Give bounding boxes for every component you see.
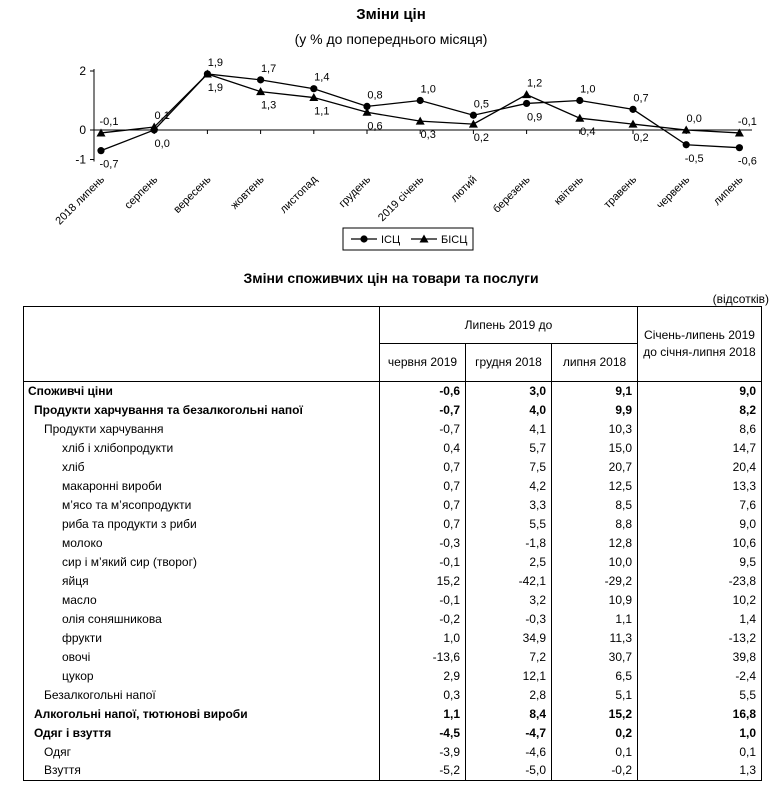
table-row (24, 420, 762, 439)
table-row (24, 477, 762, 496)
header-empty (24, 307, 380, 382)
x-tick-label: липень (711, 173, 746, 208)
row-label: олія соняшникова (24, 610, 380, 629)
row-value: 0,4 (380, 439, 466, 458)
table-row (24, 534, 762, 553)
row-value: 0,7 (380, 515, 466, 534)
row-value: 3,0 (466, 382, 552, 401)
row-value: 3,2 (466, 591, 552, 610)
table-row (24, 705, 762, 724)
data-label-isc: 0,0 (154, 138, 170, 150)
x-tick-label: грудень (336, 173, 374, 211)
x-tick-label: 2018 липень (53, 173, 108, 228)
x-tick-label: червень (654, 173, 693, 212)
data-label-bisc: 1,9 (207, 81, 224, 94)
data-label-bisc: 0,6 (367, 120, 383, 133)
row-value: 1,0 (380, 629, 466, 648)
table-title: Зміни споживчих цін на товари та послуги (243, 270, 539, 286)
row-value: 0,2 (552, 724, 638, 743)
row-label: Споживчі ціни (24, 382, 380, 401)
data-label-bisc: 1,3 (260, 99, 277, 112)
chart-title: Зміни цін (356, 6, 426, 23)
y-tick-label: 2 (79, 64, 86, 78)
data-label-bisc: 0,3 (420, 129, 436, 142)
row-value: -0,3 (380, 534, 466, 553)
row-value: -0,7 (380, 401, 466, 420)
data-point-isc (736, 144, 743, 151)
row-value: -3,9 (380, 743, 466, 762)
table-row (24, 667, 762, 686)
row-value: 10,9 (552, 591, 638, 610)
row-value: 0,1 (638, 743, 762, 762)
row-label: Одяг (24, 743, 380, 762)
data-point-isc (576, 97, 583, 104)
row-value: 20,7 (552, 458, 638, 477)
line-chart (0, 55, 782, 265)
legend-marker-isc (360, 235, 367, 242)
row-value: -5,0 (466, 762, 552, 781)
row-label: Алкогольні напої, тютюнові вироби (24, 705, 380, 724)
header-dec-2018: грудня 2018 (466, 344, 552, 382)
chart-subtitle: (у % до попереднього місяця) (294, 31, 488, 47)
row-value: 20,4 (638, 458, 762, 477)
data-label-isc: -0,5 (684, 152, 704, 165)
data-point-isc (683, 141, 690, 148)
row-label: молоко (24, 534, 380, 553)
row-value: 0,1 (552, 743, 638, 762)
row-value: 9,0 (638, 382, 762, 401)
legend-label-bisc: БІСЦ (441, 234, 468, 246)
table-row (24, 572, 762, 591)
row-value: -0,2 (552, 762, 638, 781)
data-label-bisc: 1,2 (526, 77, 543, 90)
row-value: 9,0 (638, 515, 762, 534)
data-label-bisc: 0,4 (580, 126, 596, 139)
row-value: 15,0 (552, 439, 638, 458)
row-value: 8,6 (638, 420, 762, 439)
row-value: -42,1 (466, 572, 552, 591)
row-value: 0,7 (380, 496, 466, 515)
x-tick-label: 2019 січень (376, 173, 427, 224)
row-value: 11,3 (552, 629, 638, 648)
row-label: Одяг і взуття (24, 724, 380, 743)
row-value: 12,1 (466, 667, 552, 686)
row-label: хліб (24, 458, 380, 477)
data-label-bisc: -0,1 (99, 115, 119, 128)
data-point-isc (97, 147, 104, 154)
row-value: -13,6 (380, 648, 466, 667)
row-value: 1,0 (638, 724, 762, 743)
data-point-isc (310, 85, 317, 92)
row-label: Безалкогольні напої (24, 686, 380, 705)
row-value: 10,3 (552, 420, 638, 439)
row-value: 0,3 (380, 686, 466, 705)
row-label: м’ясо та м’ясопродукти (24, 496, 380, 515)
table-unit: (відсотків) (712, 292, 769, 306)
header-cumulative: Січень-липень 2019 до січня-липня 2018 (638, 307, 762, 382)
row-value: 4,0 (466, 401, 552, 420)
data-label-bisc: 0,1 (154, 110, 170, 123)
row-value: 0,7 (380, 458, 466, 477)
table-row (24, 515, 762, 534)
row-value: 9,9 (552, 401, 638, 420)
table-row (24, 686, 762, 705)
row-value: 15,2 (552, 705, 638, 724)
row-value: 3,3 (466, 496, 552, 515)
table-row (24, 591, 762, 610)
row-value: -0,3 (466, 610, 552, 629)
row-value: 4,1 (466, 420, 552, 439)
row-value: 2,5 (466, 553, 552, 572)
data-point-isc (523, 100, 530, 107)
row-value: -0,1 (380, 591, 466, 610)
row-label: риба та продукти з риби (24, 515, 380, 534)
row-value: 1,4 (638, 610, 762, 629)
row-value: 10,2 (638, 591, 762, 610)
row-value: 2,9 (380, 667, 466, 686)
table-row (24, 382, 762, 401)
row-value: -4,6 (466, 743, 552, 762)
row-value: 13,3 (638, 477, 762, 496)
row-value: 5,5 (466, 515, 552, 534)
data-point-isc (629, 106, 636, 113)
data-label-isc: 0,7 (633, 92, 649, 105)
table-row (24, 496, 762, 515)
row-value: 5,7 (466, 439, 552, 458)
row-value: -13,2 (638, 629, 762, 648)
row-value: 8,4 (466, 705, 552, 724)
table-row (24, 724, 762, 743)
header-group: Липень 2019 до (380, 307, 638, 344)
table-row (24, 648, 762, 667)
row-value: 7,6 (638, 496, 762, 515)
row-label: хліб і хлібопродукти (24, 439, 380, 458)
table-row (24, 553, 762, 572)
row-value: 9,5 (638, 553, 762, 572)
row-value: 1,1 (552, 610, 638, 629)
data-label-isc: 1,9 (207, 56, 224, 69)
row-value: 8,2 (638, 401, 762, 420)
y-tick-label: -1 (75, 152, 86, 167)
data-label-isc: 1,0 (420, 83, 436, 96)
table-row (24, 610, 762, 629)
table-row (24, 458, 762, 477)
header-july-2018: липня 2018 (552, 344, 638, 382)
row-value: 39,8 (638, 648, 762, 667)
row-value: 8,8 (552, 515, 638, 534)
data-label-bisc: 0,2 (633, 132, 649, 145)
row-value: 16,8 (638, 705, 762, 724)
row-label: цукор (24, 667, 380, 686)
price-change-table (23, 306, 762, 781)
table-row (24, 401, 762, 420)
row-value: -2,4 (638, 667, 762, 686)
x-tick-label: лютий (448, 173, 480, 205)
data-label-isc: 0,9 (526, 111, 543, 124)
x-tick-label: травень (601, 173, 640, 212)
x-tick-label: березень (490, 173, 533, 216)
data-label-bisc: 1,1 (314, 105, 330, 118)
data-label-bisc: 0,2 (473, 132, 490, 145)
row-label: фрукти (24, 629, 380, 648)
row-value: 1,1 (380, 705, 466, 724)
row-label: сир і м’який сир (творог) (24, 553, 380, 572)
row-value: 10,0 (552, 553, 638, 572)
row-value: -23,8 (638, 572, 762, 591)
row-value: 7,5 (466, 458, 552, 477)
data-label-isc: -0,7 (99, 158, 119, 171)
table-row (24, 629, 762, 648)
table-row (24, 743, 762, 762)
row-value: 4,2 (466, 477, 552, 496)
data-label-isc: 0,5 (473, 98, 490, 111)
data-label-isc: 1,7 (260, 62, 277, 75)
row-value: 7,2 (466, 648, 552, 667)
row-value: -5,2 (380, 762, 466, 781)
row-value: 5,1 (552, 686, 638, 705)
row-value: 12,8 (552, 534, 638, 553)
row-value: 34,9 (466, 629, 552, 648)
row-value: -4,5 (380, 724, 466, 743)
row-value: 1,3 (638, 762, 762, 781)
data-point-bisc (522, 90, 531, 98)
row-label: масло (24, 591, 380, 610)
row-value: -0,2 (380, 610, 466, 629)
row-value: 2,8 (466, 686, 552, 705)
row-value: 30,7 (552, 648, 638, 667)
data-label-isc: -0,6 (737, 155, 757, 168)
row-value: -0,6 (380, 382, 466, 401)
row-value: -0,1 (380, 553, 466, 572)
row-value: 15,2 (380, 572, 466, 591)
table-row (24, 762, 762, 781)
row-value: 14,7 (638, 439, 762, 458)
x-tick-label: серпень (122, 173, 161, 212)
row-value: 5,5 (638, 686, 762, 705)
x-tick-label: вересень (171, 173, 214, 216)
data-point-isc (257, 76, 264, 83)
legend-label-isc: ІСЦ (381, 234, 401, 246)
header-june-2019: червня 2019 (380, 344, 466, 382)
row-value: -0,7 (380, 420, 466, 439)
row-value: 0,7 (380, 477, 466, 496)
row-value: 10,6 (638, 534, 762, 553)
row-value: -4,7 (466, 724, 552, 743)
data-label-bisc: -0,1 (737, 115, 757, 128)
row-value: 8,5 (552, 496, 638, 515)
data-label-bisc: 0,0 (686, 113, 702, 125)
table-row (24, 439, 762, 458)
row-value: -29,2 (552, 572, 638, 591)
data-point-bisc (575, 114, 584, 122)
row-label: овочі (24, 648, 380, 667)
row-value: 12,5 (552, 477, 638, 496)
x-tick-label: жовтень (228, 173, 267, 212)
row-label: Продукти харчування та безалкогольні напої (24, 401, 380, 420)
data-label-isc: 1,4 (314, 71, 330, 84)
data-point-isc (417, 97, 424, 104)
row-value: 9,1 (552, 382, 638, 401)
x-tick-label: квітень (552, 173, 586, 208)
x-tick-label: листопад (277, 173, 320, 216)
row-label: Взуття (24, 762, 380, 781)
data-point-isc (470, 112, 477, 119)
row-value: 6,5 (552, 667, 638, 686)
y-tick-label: 0 (79, 123, 86, 137)
row-label: Продукти харчування (24, 420, 380, 439)
data-label-isc: 1,0 (580, 83, 596, 96)
data-label-isc: 0,8 (367, 89, 383, 102)
row-label: макаронні вироби (24, 477, 380, 496)
row-value: -1,8 (466, 534, 552, 553)
row-label: яйця (24, 572, 380, 591)
